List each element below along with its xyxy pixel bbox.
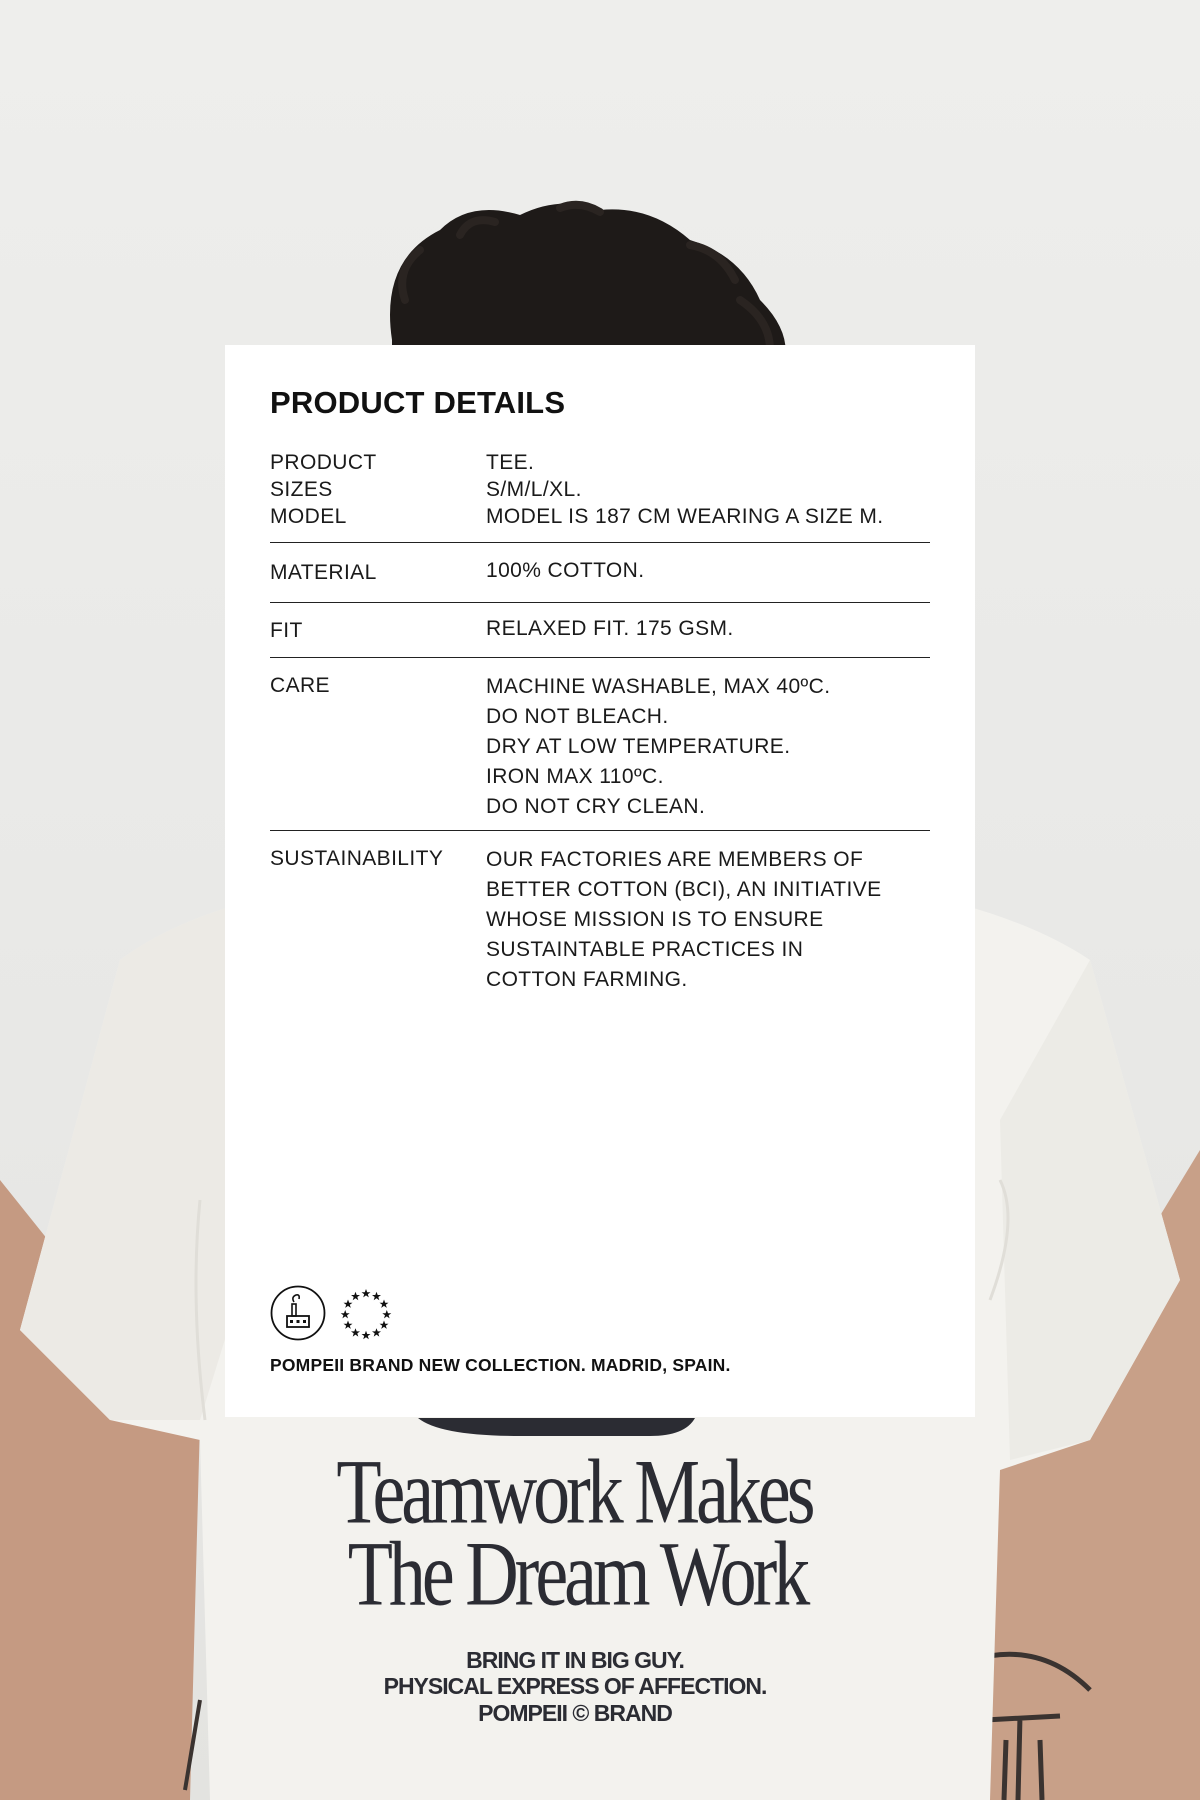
label-product: PRODUCT xyxy=(270,451,377,474)
certification-badges xyxy=(270,1285,394,1341)
value-model: MODEL IS 187 CM WEARING A SIZE M. xyxy=(486,505,884,528)
row-value xyxy=(486,559,930,586)
eu-stars-icon xyxy=(338,1285,394,1341)
row-label xyxy=(270,449,486,530)
card-title: PRODUCT DETAILS xyxy=(270,385,566,420)
care-line: DO NOT CRY CLEAN. xyxy=(486,795,706,818)
label-model: MODEL xyxy=(270,505,347,528)
value-material: 100% COTTON. xyxy=(486,559,645,582)
label-care: CARE xyxy=(270,674,330,697)
care-line: DO NOT BLEACH. xyxy=(486,705,669,728)
label-fit: FIT xyxy=(270,619,303,642)
shirt-text-1: BRING IT IN BIG GUY. xyxy=(466,1647,684,1673)
label-sizes: SIZES xyxy=(270,478,333,501)
row-label xyxy=(270,617,486,644)
product-details-card xyxy=(225,345,975,1417)
details-row-fit xyxy=(270,603,930,658)
shirt-headline-2: The Dream Work xyxy=(347,1523,807,1626)
row-value xyxy=(486,449,930,530)
details-row-sustainability xyxy=(270,831,930,995)
row-label xyxy=(270,559,486,586)
value-sizes: S/M/L/XL. xyxy=(486,478,582,501)
shirt-text-2: PHYSICAL EXPRESS OF AFFECTION. xyxy=(383,1673,767,1699)
factory-icon xyxy=(270,1285,326,1341)
details-row-product xyxy=(270,449,930,543)
sustainability-line: BETTER COTTON (BCI), AN INITIATIVE xyxy=(486,878,882,901)
row-value xyxy=(486,845,930,995)
row-label xyxy=(270,845,486,995)
care-line: IRON MAX 110ºC. xyxy=(486,765,664,788)
value-fit: RELAXED FIT. 175 GSM. xyxy=(486,617,734,640)
row-value xyxy=(486,672,930,822)
collection-footer: POMPEII BRAND NEW COLLECTION. MADRID, SPAIN. xyxy=(270,1355,731,1375)
label-sustainability: SUSTAINABILITY xyxy=(270,847,444,870)
label-material: MATERIAL xyxy=(270,561,377,584)
details-row-material xyxy=(270,543,930,603)
sustainability-line: SUSTAINTABLE PRACTICES IN xyxy=(486,938,804,961)
value-product: TEE. xyxy=(486,451,535,474)
sustainability-line: OUR FACTORIES ARE MEMBERS OF xyxy=(486,848,864,871)
shirt-text-3: POMPEII © BRAND xyxy=(478,1700,672,1726)
details-row-care xyxy=(270,658,930,831)
row-value xyxy=(486,617,930,644)
shirt-headline-1: Teamwork Makes xyxy=(336,1441,812,1544)
care-line: DRY AT LOW TEMPERATURE. xyxy=(486,735,791,758)
sustainability-line: WHOSE MISSION IS TO ENSURE xyxy=(486,908,824,931)
row-label xyxy=(270,672,486,822)
sustainability-line: COTTON FARMING. xyxy=(486,968,688,991)
care-line: MACHINE WASHABLE, MAX 40ºC. xyxy=(486,675,831,698)
details-table xyxy=(270,449,930,995)
